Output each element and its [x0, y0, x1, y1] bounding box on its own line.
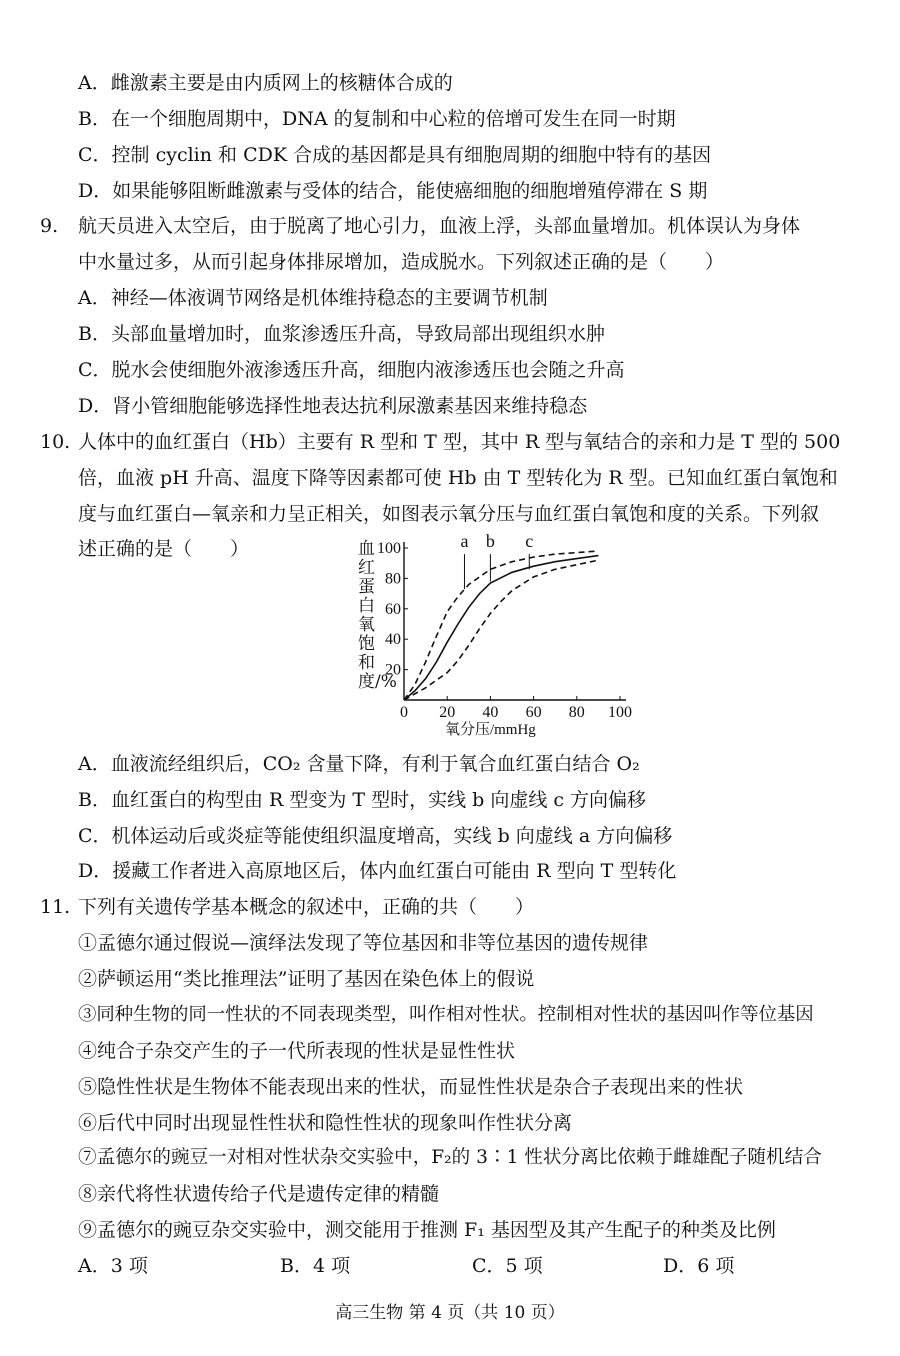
q11-item-5: ⑤隐性性状是生物体不能表现出来的性状，而显性性状是杂合子表现出来的性状	[78, 1076, 744, 1098]
q11-option-d: D．6 项	[663, 1255, 735, 1277]
x-tick-label: 0	[400, 704, 408, 721]
q8-option-b: B．在一个细胞周期中，DNA 的复制和中心粒的倍增可发生在同一时期	[78, 108, 676, 130]
x-tick-label: 40	[482, 704, 499, 721]
q10-option-c: C．机体运动后或炎症等能使组织温度增高，实线 b 向虚线 a 方向偏移	[78, 825, 673, 847]
curve-b	[404, 556, 598, 700]
q8-option-d: D．如果能够阻断雌激素与受体的结合，能使癌细胞的细胞增殖停滞在 S 期	[78, 180, 708, 202]
q10-stem-line-4: 述正确的是（ ）	[78, 538, 250, 560]
q9-stem-line-2: 中水量过多，从而引起身体排尿增加，造成脱水。下列叙述正确的是（ ）	[78, 251, 725, 273]
curve-label-b: b	[485, 532, 495, 552]
x-tick-label: 80	[568, 704, 585, 721]
q9-option-c: C．脱水会使细胞外液渗透压升高，细胞内液渗透压也会随之升高	[78, 359, 625, 381]
chart-y-label: 血红蛋白氧饱和度/%	[358, 539, 397, 692]
q11-item-7: ⑦孟德尔的豌豆一对相对性状杂交实验中，F₂的 3∶1 性状分离比依赖于雌雄配子随机结合	[78, 1147, 822, 1168]
q11-item-3: ③同种生物的同一性状的不同表现类型，叫作相对性状。控制相对性状的基因叫作等位基因	[78, 1004, 814, 1025]
curve-c	[404, 560, 598, 700]
q9-stem-line-1: 航天员进入太空后，由于脱离了地心引力，血液上浮，头部血量增加。机体误认为身体	[78, 215, 801, 237]
q9-number: 9.	[40, 215, 59, 237]
q11-item-9: ⑨孟德尔的豌豆杂交实验中，测交能用于推测 F₁ 基因型及其产生配子的种类及比例	[78, 1219, 776, 1241]
y-tick-label: 100	[377, 540, 401, 557]
curve-a	[404, 551, 598, 700]
x-tick-label: 60	[525, 704, 542, 721]
q11-item-6: ⑥后代中同时出现显性性状和隐性性状的现象叫作性状分离	[78, 1112, 573, 1134]
q10-option-b: B．血红蛋白的构型由 R 型变为 T 型时，实线 b 向虚线 c 方向偏移	[78, 789, 647, 811]
q11-stem: 下列有关遗传学基本概念的叙述中，正确的共（ ）	[78, 896, 535, 918]
q10-stem-line-3: 度与血红蛋白—氧亲和力呈正相关，如图表示氧分压与血红蛋白氧饱和度的关系。下列叙	[78, 503, 820, 525]
q11-option-c: C．5 项	[472, 1255, 543, 1277]
q11-number: 11.	[40, 896, 71, 918]
q10-option-d: D．援藏工作者进入高原地区后，体内血红蛋白可能由 R 型向 T 型转化	[78, 860, 677, 882]
page-footer: 高三生物 第 4 页（共 10 页）	[335, 1303, 565, 1323]
q9-option-a: A．神经—体液调节网络是机体维持稳态的主要调节机制	[78, 287, 548, 309]
q10-number: 10.	[40, 431, 71, 453]
y-tick-label: 40	[385, 631, 401, 649]
curve-label-a: a	[460, 532, 469, 552]
q11-item-8: ⑧亲代将性状遗传给子代是遗传定律的精髓	[78, 1183, 440, 1205]
q11-option-a: A．3 项	[78, 1255, 148, 1277]
q10-option-a: A．血液流经组织后，CO₂ 含量下降，有利于氧合血红蛋白结合 O₂	[78, 753, 640, 775]
q9-option-b: B．头部血量增加时，血浆渗透压升高，导致局部出现组织水肿	[78, 323, 605, 345]
curve-label-c: c	[525, 532, 534, 552]
q11-item-4: ④纯合子杂交产生的子一代所表现的性状是显性性状	[78, 1040, 516, 1062]
q8-option-a: A．雌激素主要是由内质网上的核糖体合成的	[78, 72, 453, 94]
y-tick-label: 60	[385, 600, 401, 618]
oxygen-saturation-chart	[370, 532, 640, 742]
y-tick-label: 80	[385, 570, 401, 588]
q9-option-d: D．肾小管细胞能够选择性地表达抗利尿激素基因来维持稳态	[78, 395, 588, 417]
q11-item-1: ①孟德尔通过假说—演绎法发现了等位基因和非等位基因的遗传规律	[78, 932, 649, 954]
q11-item-2: ②萨顿运用“类比推理法”证明了基因在染色体上的假说	[78, 968, 535, 990]
x-tick-label: 20	[439, 704, 456, 721]
q10-stem-line-2: 倍，血液 pH 升高、温度下降等因素都可使 Hb 由 T 型转化为 R 型。已知血红蛋白氧饱和	[78, 467, 838, 489]
x-axis-label: 氧分压/mmHg	[444, 722, 536, 738]
q11-option-b: B．4 项	[280, 1255, 351, 1277]
y-tick-label: 20	[385, 661, 401, 679]
q10-stem-line-1: 人体中的血红蛋白（Hb）主要有 R 型和 T 型，其中 R 型与氧结合的亲和力是 T 型的 500	[78, 431, 841, 453]
x-tick-label: 100	[608, 704, 632, 721]
q8-option-c: C．控制 cyclin 和 CDK 合成的基因都是具有细胞周期的细胞中特有的基因	[78, 144, 712, 166]
